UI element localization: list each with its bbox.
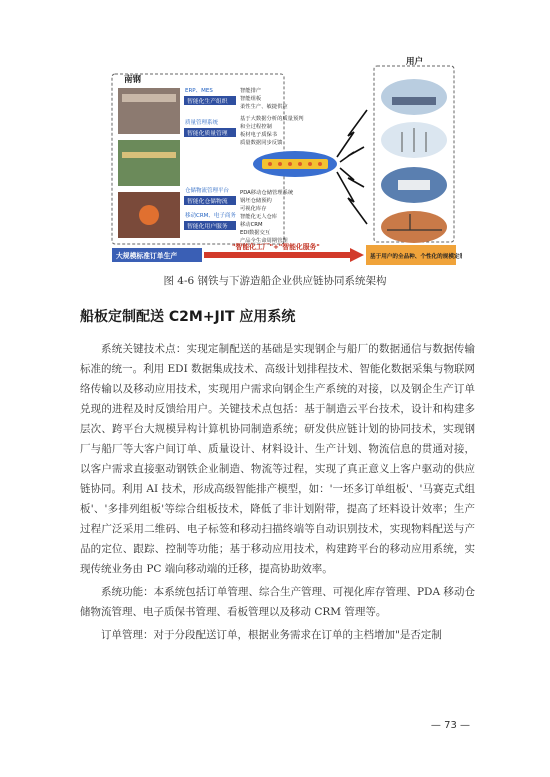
factory-photo-3-detail bbox=[139, 205, 159, 225]
system-box-1 bbox=[184, 88, 236, 105]
system-sub-label: 质量管理系统 bbox=[185, 120, 219, 126]
feature-item: 智能排产 bbox=[240, 88, 262, 94]
paragraph: 系统关键技术点：实现定制配送的基础是实现钢企与船厂的数据通信与数据传输标准的统一。利用 EDI 数据集成技术、高级计划排程技术、智能化数据采集与物联网络传输以及移动应用技术，实现用户需求向钢企生产系统的对接，以及钢企生产订单兑现的进程及时反馈给用户。关键技术点包括：基于制造云平台技术，设计和构建多层次、跨平台大规模异构计算机协同制造系统；研发供应链计划的协同技术，实现钢厂与船厂等大客户间订单、质量设计、材料设计、生产计划、物流信息的贯通对接，以客户需求直接驱动钢铁企业制造、物流等过程，实现了真正意义上客户驱动的供应链协同。利用 AI 技术，形成高级智能排产模型，如：'一坯多订单组板'、'马赛克式组板'、'多排列组板'等综合组板技术，降低了非计划附带，提高了坯料设计效率；生产过程广泛采用二维码、电子标签和移动扫描终端等自动识别技术，实现物料配送与产品的定位、跟踪、控制等功能；基于移动应用技术，构建跨平台的移动应用系统，实现传统业务由 PC 端向移动端的迁移，提高协助效率。 bbox=[80, 343, 475, 575]
feature-item: 产品全生命周期管理 bbox=[240, 238, 288, 244]
system-sub-label: 仓储物流管理平台 bbox=[185, 188, 230, 194]
user-image-wind-turbines bbox=[381, 122, 447, 158]
section-title: 船板定制配送 C2M+JIT 应用系统 bbox=[80, 309, 296, 325]
link-zigzag-1 bbox=[337, 110, 367, 157]
feature-item: 和全过程控制 bbox=[240, 124, 272, 130]
architecture-diagram bbox=[92, 52, 462, 267]
bottom-center-label: "智能化工厂"+"智能化服务" bbox=[232, 243, 320, 251]
user-image-bridge bbox=[381, 211, 447, 243]
system-sub-label: ERP、MES bbox=[185, 88, 213, 94]
system-main-label: 智能化仓储物流 bbox=[187, 199, 228, 205]
system-main-label: 智能化生产组织 bbox=[187, 99, 228, 105]
figure-caption: 图 4-6 钢铁与下游造船企业供应链协同系统架构 bbox=[163, 275, 387, 287]
body-text bbox=[80, 339, 475, 648]
system-box-4 bbox=[184, 211, 236, 230]
bottom-left-label: 大规模标准订单生产 bbox=[116, 252, 178, 260]
right-group-title: 用户 bbox=[406, 57, 424, 67]
feature-item: 柔性生产、敏捷供应 bbox=[240, 104, 288, 110]
link-zigzag-2 bbox=[340, 147, 364, 162]
system-main-label: 智能化质量管理 bbox=[187, 131, 228, 137]
factory-photo-2 bbox=[118, 140, 180, 186]
user-image-offshore-platform bbox=[381, 167, 447, 203]
system-box-3 bbox=[184, 186, 236, 205]
feature-item: 钢坯仓储预约 bbox=[240, 198, 272, 204]
architecture-figure bbox=[92, 52, 462, 267]
left-group-title: 南钢 bbox=[124, 75, 142, 85]
feature-list-4 bbox=[240, 220, 288, 244]
feature-item: PDA移动仓储管理系统 bbox=[240, 190, 294, 196]
feature-list-2 bbox=[240, 114, 304, 146]
paragraph: 系统功能：本系统包括订单管理、综合生产管理、可视化库存管理、PDA 移动仓储物流管理、电子质保书管理、看板管理以及移动 CRM 管理等。 bbox=[80, 586, 475, 618]
feature-item: EDI数据交互 bbox=[240, 230, 271, 236]
feature-item: 智能化无人仓库 bbox=[240, 214, 278, 220]
user-image-ship bbox=[381, 79, 447, 115]
factory-photo-1-detail bbox=[122, 94, 176, 102]
page-number: — 73 — bbox=[430, 720, 470, 731]
paragraph: 订单管理：对于分段配送订单，根据业务需求在订单的主档增加"是否定制 bbox=[101, 629, 442, 641]
feature-list-3 bbox=[240, 188, 294, 220]
system-sub-label: 移动CRM、电子商务 bbox=[185, 213, 236, 219]
feature-item: 基于大数据分析的质量预判 bbox=[240, 116, 304, 122]
system-box-2 bbox=[184, 118, 236, 137]
feature-item: 可视化库存 bbox=[240, 206, 267, 212]
feature-item: 移动CRM bbox=[240, 222, 263, 228]
feature-item: 板材电子质保书 bbox=[240, 132, 278, 138]
feature-item: 质量数据同步反馈 bbox=[240, 140, 283, 146]
feature-item: 智能组板 bbox=[240, 96, 262, 102]
factory-photo-2-detail bbox=[122, 152, 176, 158]
bottom-right-label: 基于用户的全品种、个性化的规模定制 bbox=[370, 254, 462, 260]
system-main-label: 智能化用户服务 bbox=[187, 224, 228, 230]
feature-list-1 bbox=[240, 86, 288, 110]
